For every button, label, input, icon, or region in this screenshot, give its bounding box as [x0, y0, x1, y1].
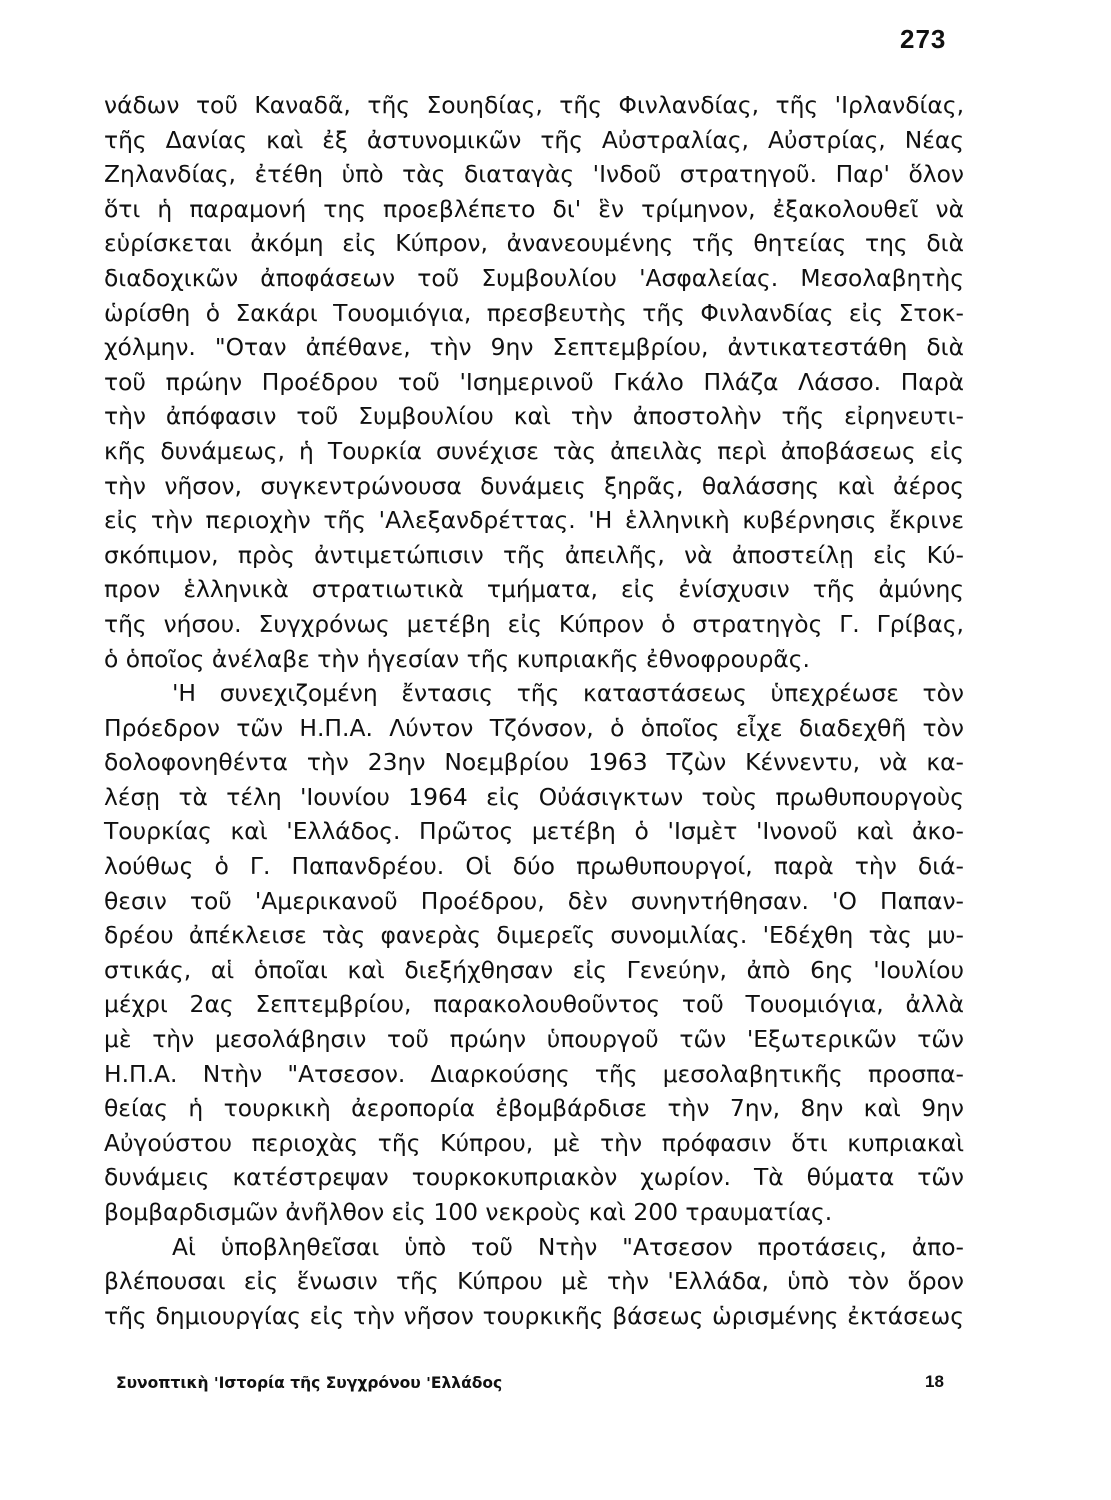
paragraph-first-line: Αἱ ὑποβληθεῖσαι ὑπὸ τοῦ Ντὴν "Ατσεσον προτάσεις, ἀπο- — [172, 1232, 964, 1261]
text-line: τῆς Δανίας καὶ ἐξ ἀστυνομικῶν τῆς Αὐστραλίας, Αὐστρίας, Νέας — [104, 125, 964, 154]
text-line: νάδων τοῦ Καναδᾶ, τῆς Σουηδίας, τῆς Φινλανδίας, τῆς 'Ιρλανδίας, — [104, 91, 964, 119]
text-line: Τουρκίας καὶ 'Ελλάδος. Πρῶτος μετέβη ὁ 'Ισμὲτ 'Ινονοῦ καὶ ἀκο- — [104, 817, 964, 846]
signature-mark: 18 — [925, 1372, 944, 1391]
text-line: σκόπιμον, πρὸς ἀντιμετώπισιν τῆς ἀπειλῆς, νὰ ἀποστείλῃ εἰς Κύ- — [104, 540, 964, 569]
body-text — [104, 88, 964, 1333]
text-line: δρέου ἀπέκλεισε τὰς φανερὰς διμερεῖς συνομιλίας. 'Εδέχθη τὰς μυ- — [104, 921, 964, 950]
text-line: Ζηλανδίας, ἐτέθη ὑπὸ τὰς διαταγὰς 'Ινδοῦ στρατηγοῦ. Παρ' ὅλον — [104, 160, 964, 189]
text-line: τῆς νήσου. Συγχρόνως μετέβη εἰς Κύπρον ὁ στρατηγὸς Γ. Γρίβας, — [104, 609, 964, 638]
text-line: κῆς δυνάμεως, ἡ Τουρκία συνέχισε τὰς ἀπειλὰς περὶ ἀποβάσεως εἰς — [104, 436, 964, 465]
text-line: ὁ ὁποῖος ἀνέλαβε τὴν ἡγεσίαν τῆς κυπριακῆς ἐθνοφρουρᾶς. — [104, 644, 810, 673]
text-line: Πρόεδρον τῶν Η.Π.Α. Λύντον Τζόνσον, ὁ ὁποῖος εἶχε διαδεχθῆ τὸν — [104, 713, 964, 742]
text-line: εὑρίσκεται ἀκόμη εἰς Κύπρον, ἀνανεουμένης τῆς θητείας της διὰ — [104, 229, 964, 258]
text-line: μέχρι 2ας Σεπτεμβρίου, παρακολουθοῦντος τοῦ Τουομιόγια, ἀλλὰ — [104, 990, 964, 1019]
text-line: θείας ἡ τουρκικὴ ἀεροπορία ἐβομβάρδισε τὴν 7ην, 8ην καὶ 9ην — [104, 1094, 964, 1123]
running-footer-title: Συνοπτικὴ 'Ιστορία τῆς Συγχρόνου 'Ελλάδος — [116, 1374, 503, 1392]
text-line: στικάς, αἱ ὁποῖαι καὶ διεξήχθησαν εἰς Γενεύην, ἀπὸ 6ης 'Ιουλίου — [104, 955, 964, 984]
text-line: προν ἑλληνικὰ στρατιωτικὰ τμήματα, εἰς ἐνίσχυσιν τῆς ἀμύνης — [104, 575, 964, 604]
text-line: ὅτι ἡ παραμονή της προεβλέπετο δι' ἓν τρίμηνον, ἐξακολουθεῖ νὰ — [104, 194, 964, 223]
text-line: βλέπουσαι εἰς ἕνωσιν τῆς Κύπρου μὲ τὴν 'Ελλάδα, ὑπὸ τὸν ὅρον — [104, 1267, 964, 1296]
text-line: ὡρίσθη ὁ Σακάρι Τουομιόγια, πρεσβευτὴς τῆς Φινλανδίας εἰς Στοκ- — [104, 298, 964, 327]
text-line: τοῦ πρώην Προέδρου τοῦ 'Ισημερινοῦ Γκάλο Πλάζα Λάσσο. Παρὰ — [104, 367, 964, 396]
text-line: δυνάμεις κατέστρεψαν τουρκοκυπριακὸν χωρίον. Τὰ θύματα τῶν — [104, 1163, 964, 1192]
text-line: διαδοχικῶν ἀποφάσεων τοῦ Συμβουλίου 'Ασφαλείας. Μεσολαβητὴς — [104, 263, 964, 292]
text-line: Η.Π.Α. Ντὴν "Ατσεσον. Διαρκούσης τῆς μεσολαβητικῆς προσπα- — [104, 1059, 964, 1088]
text-line: θεσιν τοῦ 'Αμερικανοῦ Προέδρου, δὲν συνηντήθησαν. 'Ο Παπαν- — [104, 886, 964, 915]
text-line: βομβαρδισμῶν ἀνῆλθον εἰς 100 νεκροὺς καὶ 200 τραυματίας. — [104, 1198, 833, 1226]
text-line: Αὐγούστου περιοχὰς τῆς Κύπρου, μὲ τὴν πρόφασιν ὅτι κυπριακαὶ — [104, 1128, 964, 1157]
page-number: 273 — [900, 24, 947, 54]
text-line: τὴν ἀπόφασιν τοῦ Συμβουλίου καὶ τὴν ἀποστολὴν τῆς εἰρηνευτι- — [104, 402, 964, 431]
text-line: μὲ τὴν μεσολάβησιν τοῦ πρώην ὑπουργοῦ τῶν 'Εξωτερικῶν τῶν — [104, 1025, 964, 1054]
text-line: χόλμην. "Οταν ἀπέθανε, τὴν 9ην Σεπτεμβρίου, ἀντικατεστάθη διὰ — [104, 333, 964, 362]
text-line: τῆς δημιουργίας εἰς τὴν νῆσον τουρκικῆς βάσεως ὡρισμένης ἐκτάσεως — [104, 1301, 964, 1330]
text-line: δολοφονηθέντα τὴν 23ην Νοεμβρίου 1963 Τζὼν Κέννεντυ, νὰ κα- — [104, 748, 964, 777]
text-line: τὴν νῆσον, συγκεντρώνουσα δυνάμεις ξηρᾶς, θαλάσσης καὶ ἀέρος — [104, 471, 964, 500]
text-line: λούθως ὁ Γ. Παπανδρέου. Οἱ δύο πρωθυπουργοί, παρὰ τὴν διά- — [104, 852, 964, 881]
text-line: εἰς τὴν περιοχὴν τῆς 'Αλεξανδρέττας. 'Η ἑλληνικὴ κυβέρνησις ἔκρινε — [104, 506, 964, 535]
text-line: λέσῃ τὰ τέλη 'Ιουνίου 1964 εἰς Οὐάσιγκτων τοὺς πρωθυπουργοὺς — [104, 782, 964, 811]
paragraph-first-line: 'Η συνεχιζομένη ἔντασις τῆς καταστάσεως ὑπεχρέωσε τὸν — [172, 679, 964, 708]
